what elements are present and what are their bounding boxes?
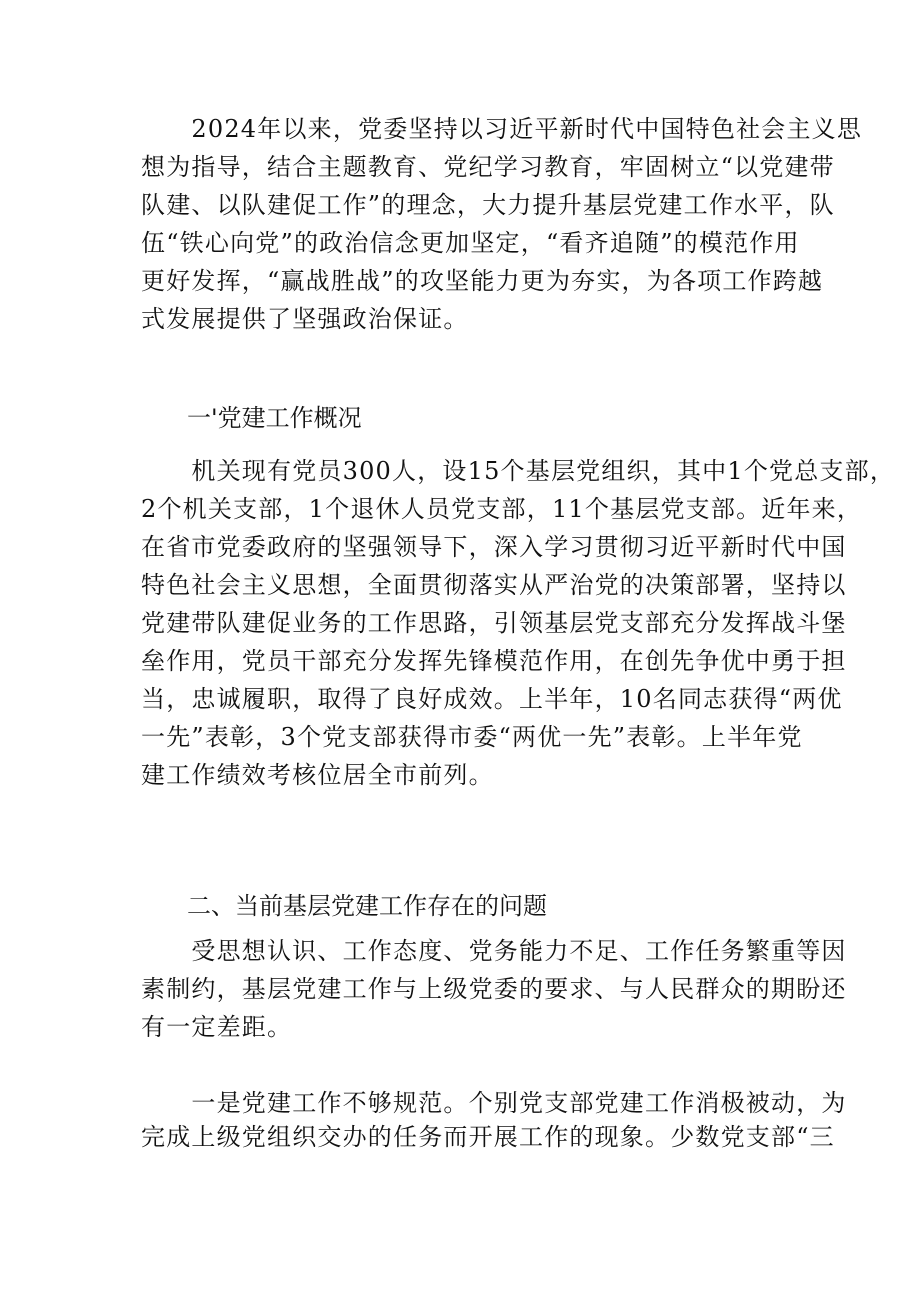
- text-line: 2个机关支部，1个退休人员党支部，11个基层党支部。近年来，: [141, 495, 863, 523]
- point-one-paragraph: [141, 1086, 847, 1154]
- text-line: 伍“铁心向党”的政治信念更加坚定，“看齐追随”的模范作用: [141, 229, 800, 257]
- text-line: 机关现有党员300人，设15个基层党组织，其中1个党总支部，: [141, 457, 896, 485]
- text-line: 当，忠诚履职，取得了良好成效。上半年，10名同志获得“两优: [141, 685, 843, 713]
- text-line: 在省市党委政府的坚强领导下，深入学习贯彻习近平新时代中国: [141, 533, 847, 561]
- text-line: 一先”表彰，3个党支部获得市委“两优一先”表彰。上半年党: [141, 723, 803, 751]
- problems-paragraph: [141, 932, 847, 1046]
- text-line: 建工作绩效考核位居全市前列。: [141, 761, 494, 789]
- section-heading-problems: 二、当前基层党建工作存在的问题: [187, 892, 547, 920]
- text-line: 想为指导，结合主题教育、党纪学习教育，牢固树立“以党建带: [141, 153, 835, 181]
- text-line: 垒作用，党员干部充分发挥先锋模范作用，在创先争优中勇于担: [141, 647, 847, 675]
- text-line: 特色社会主义思想，全面贯彻落实从严治党的决策部署，坚持以: [141, 571, 847, 599]
- intro-paragraph: [141, 110, 863, 338]
- text-line: 有一定差距。: [141, 1013, 293, 1041]
- text-line: 队建、以队建促工作”的理念，大力提升基层党建工作水平，队: [141, 191, 835, 219]
- overview-paragraph: [141, 452, 896, 794]
- text-line: 党建带队建促业务的工作思路，引领基层党支部充分发挥战斗堡: [141, 609, 847, 637]
- text-line: 受思想认识、工作态度、党务能力不足、工作任务繁重等因: [141, 937, 847, 965]
- text-line: 完成上级党组织交办的任务而开展工作的现象。少数党支部“三: [141, 1123, 835, 1151]
- text-line: 素制约，基层党建工作与上级党委的要求、与人民群众的期盼还: [141, 975, 847, 1003]
- text-line: 式发展提供了坚强政治保证。: [141, 305, 469, 333]
- section-heading-overview: 一'党建工作概况: [187, 404, 362, 432]
- text-line: 更好发挥，“赢战胜战”的攻坚能力更为夯实，为各项工作跨越: [141, 267, 824, 295]
- text-line: 一是党建工作不够规范。个别党支部党建工作消极被动，为: [141, 1089, 847, 1117]
- text-line: 2024年以来，党委坚持以习近平新时代中国特色社会主义思: [141, 115, 863, 143]
